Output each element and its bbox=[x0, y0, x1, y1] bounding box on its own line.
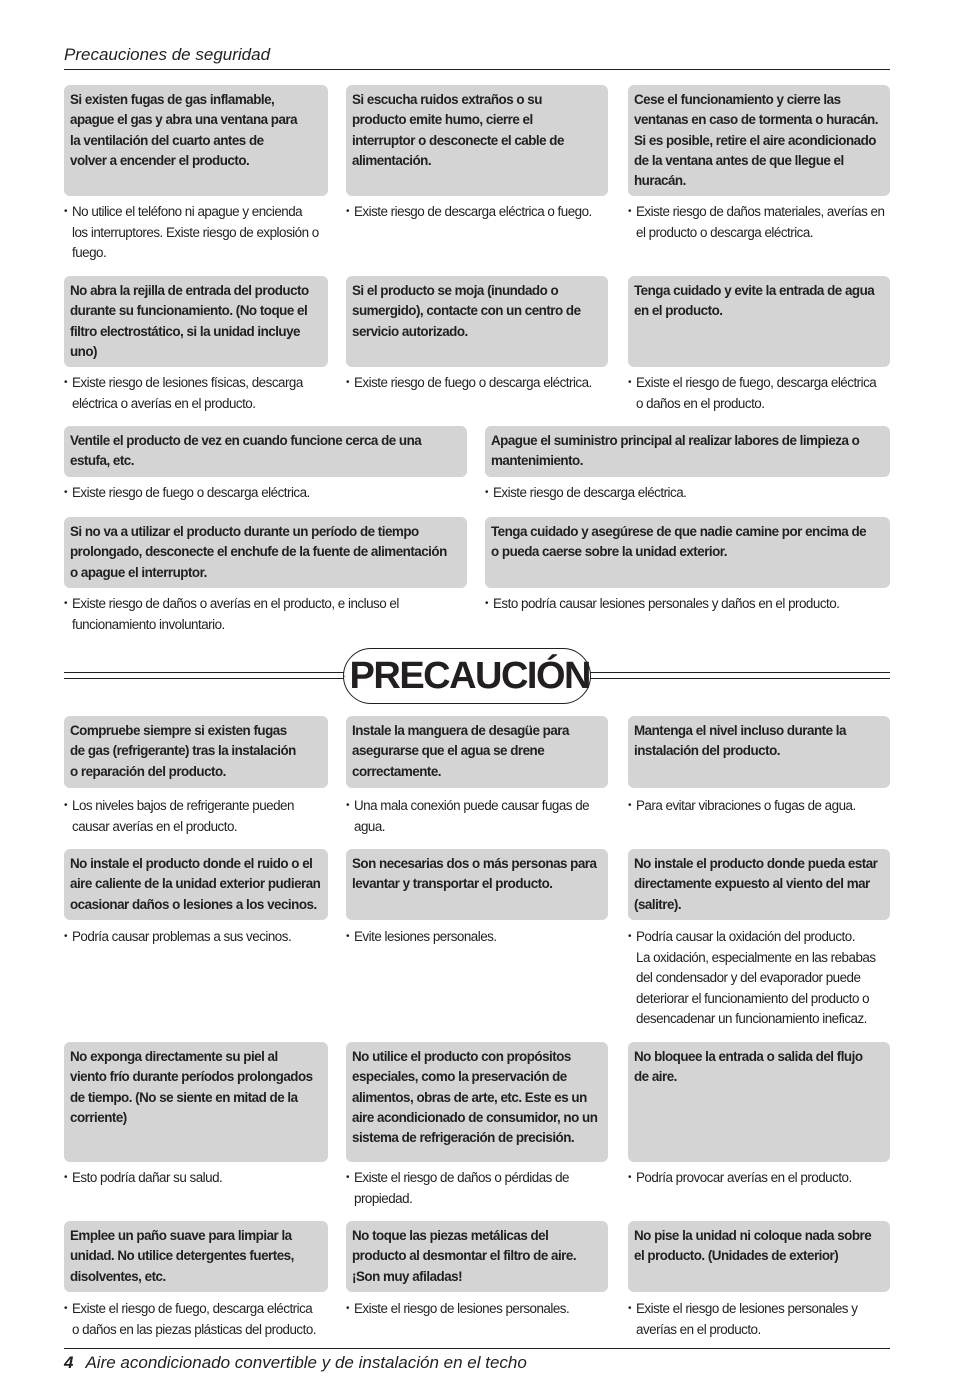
precaution-box: Cese el funcionamiento y cierre las ventanas en caso de tormenta o huracán. Si es posible, retire el aire acondicionado de la ventana antes de que llegue el huracán. bbox=[628, 85, 890, 196]
precaution-box: Son necesarias dos o más personas para levantar y transportar el producto. bbox=[346, 849, 608, 920]
precaution-note: • Esto podría causar lesiones personales y daños en el producto. bbox=[485, 594, 890, 615]
precaution-box: No exponga directamente su piel al viento frío durante períodos prolongados de tiempo. (No se siente en mitad de la corriente) bbox=[64, 1042, 328, 1162]
footer-rule bbox=[64, 1348, 890, 1349]
footer bbox=[64, 1353, 527, 1373]
section-header: Precauciones de seguridad bbox=[64, 45, 271, 64]
precaution-box: Tenga cuidado y asegúrese de que nadie camine por encima de o pueda caerse sobre la unidad exterior. bbox=[485, 517, 890, 588]
warning-triangle-icon bbox=[344, 662, 346, 690]
precaution-box: Si el producto se moja (inundado o sumergido), contacte con un centro de servicio autorizado. bbox=[346, 276, 608, 367]
precaution-box: No instale el producto donde el ruido o el aire caliente de la unidad exterior pudieran ocasionar daños o lesiones a los vecinos. bbox=[64, 849, 328, 920]
precaution-note: • Existe el riesgo de lesiones personales y averías en el producto. bbox=[628, 1299, 890, 1340]
caution-banner bbox=[343, 648, 591, 704]
precaution-box: Instale la manguera de desagüe para asegurarse que el agua se drene correctamente. bbox=[346, 716, 608, 788]
precaution-note: • Existe riesgo de fuego o descarga eléctrica. bbox=[64, 483, 467, 504]
precaution-box: Apague el suministro principal al realizar labores de limpieza o mantenimiento. bbox=[485, 426, 890, 477]
precaution-box: No pise la unidad ni coloque nada sobre el producto. (Unidades de exterior) bbox=[628, 1221, 890, 1292]
precaution-note: • Existe el riesgo de fuego, descarga eléctrica o daños en las piezas plásticas del producto. bbox=[64, 1299, 328, 1340]
precaution-note: • Evite lesiones personales. bbox=[346, 927, 608, 948]
caution-title: PRECAUCIÓN bbox=[349, 654, 590, 697]
precaution-note: • Una mala conexión puede causar fugas de agua. bbox=[346, 796, 608, 837]
precaution-note: • Podría provocar averías en el producto. bbox=[628, 1168, 890, 1189]
precaution-box: Si escucha ruidos extraños o su producto emite humo, cierre el interruptor o desconecte el cable de alimentación. bbox=[346, 85, 608, 196]
precaution-box: Ventile el producto de vez en cuando funcione cerca de una estufa, etc. bbox=[64, 426, 467, 477]
footer-title: Aire acondicionado convertible y de instalación en el techo bbox=[85, 1353, 527, 1372]
precaution-box: Si existen fugas de gas inflamable, apague el gas y abra una ventana para la ventilación del cuarto antes de volver a encender el producto. bbox=[64, 85, 328, 196]
precaution-note: • Existe riesgo de daños materiales, averías en el producto o descarga eléctrica. bbox=[628, 202, 890, 243]
header-rule bbox=[64, 69, 890, 70]
precaution-note: • No utilice el teléfono ni apague y encienda los interruptores. Existe riesgo de explosión o fuego. bbox=[64, 202, 328, 264]
precaution-box: Emplee un paño suave para limpiar la unidad. No utilice detergentes fuertes, disolventes, etc. bbox=[64, 1221, 328, 1292]
precaution-box: Compruebe siempre si existen fugas de gas (refrigerante) tras la instalación o reparación del producto. bbox=[64, 716, 328, 788]
precaution-note: • Existe el riesgo de fuego, descarga eléctrica o daños en el producto. bbox=[628, 373, 890, 414]
precaution-box: No toque las piezas metálicas del producto al desmontar el filtro de aire. ¡Son muy afiladas! bbox=[346, 1221, 608, 1292]
precaution-note: • Esto podría dañar su salud. bbox=[64, 1168, 328, 1189]
precaution-note: • Podría causar la oxidación del producto. La oxidación, especialmente en las rebabas del condensador y del evaporador puede deteriorar el funcionamiento del producto o desencadenar un funcionamiento ineficaz. bbox=[628, 927, 890, 1030]
precaution-box: No instale el producto donde pueda estar directamente expuesto al viento del mar (salitre). bbox=[628, 849, 890, 920]
precaution-box: No bloquee la entrada o salida del flujo de aire. bbox=[628, 1042, 890, 1162]
precaution-box: Si no va a utilizar el producto durante un período de tiempo prolongado, desconecte el enchufe de la fuente de alimentación o apague el interruptor. bbox=[64, 517, 467, 588]
precaution-note: • Podría causar problemas a sus vecinos. bbox=[64, 927, 328, 948]
precaution-box: Tenga cuidado y evite la entrada de agua en el producto. bbox=[628, 276, 890, 367]
precaution-note: • Existe riesgo de daños o averías en el producto, e incluso el funcionamiento involuntario. bbox=[64, 594, 467, 635]
precaution-note: • Existe riesgo de fuego o descarga eléctrica. bbox=[346, 373, 608, 394]
precaution-note: • Para evitar vibraciones o fugas de agua. bbox=[628, 796, 890, 817]
page-number: 4 bbox=[64, 1353, 74, 1372]
precaution-box: No abra la rejilla de entrada del producto durante su funcionamiento. (No toque el filtro electrostático, si la unidad incluye uno) bbox=[64, 276, 328, 367]
precaution-note: • Existe el riesgo de lesiones personales. bbox=[346, 1299, 608, 1320]
precaution-note: • Existe el riesgo de daños o pérdidas de propiedad. bbox=[346, 1168, 608, 1209]
precaution-note: • Los niveles bajos de refrigerante pueden causar averías en el producto. bbox=[64, 796, 328, 837]
precaution-note: • Existe riesgo de descarga eléctrica o fuego. bbox=[346, 202, 608, 223]
precaution-box: No utilice el producto con propósitos especiales, como la preservación de alimentos, obras de arte, etc. Este es un aire acondicionado de consumidor, no un sistema de refrigeración de precisión. bbox=[346, 1042, 608, 1162]
precaution-note: • Existe riesgo de descarga eléctrica. bbox=[485, 483, 890, 504]
precaution-box: Mantenga el nivel incluso durante la instalación del producto. bbox=[628, 716, 890, 788]
precaution-note: • Existe riesgo de lesiones físicas, descarga eléctrica o averías en el producto. bbox=[64, 373, 328, 414]
